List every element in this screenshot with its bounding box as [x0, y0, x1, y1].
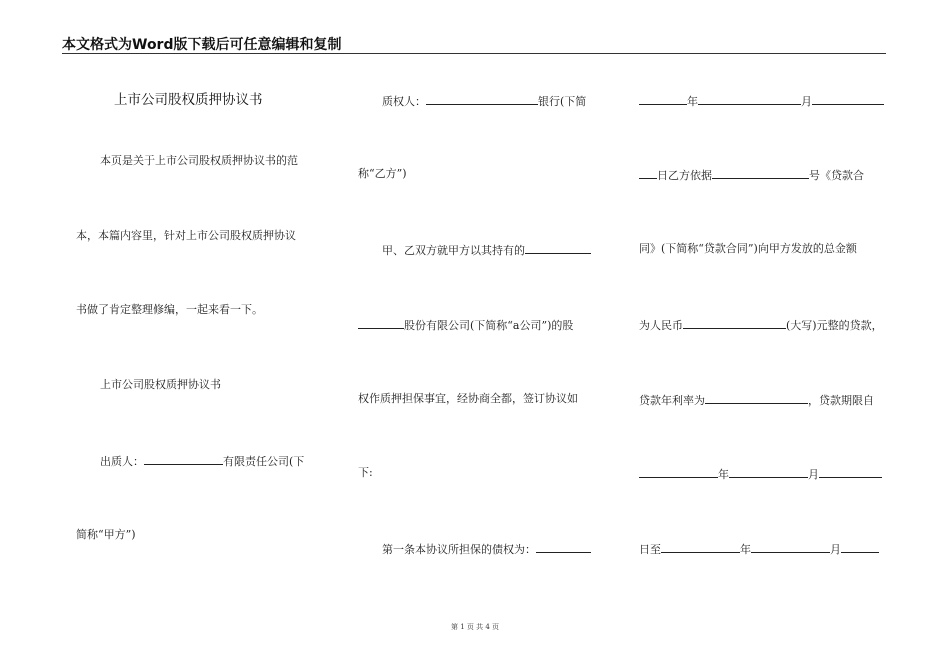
- pledgor-label: 出质人：: [100, 455, 144, 468]
- para-line-3: 权作质押担保事宜，经协商全都，签订协议如: [358, 392, 578, 405]
- day-blank-1: [812, 93, 884, 105]
- month-label-7: 月: [830, 543, 841, 556]
- pledgor-alias: 简称“甲方”): [76, 528, 136, 541]
- interest-suffix: ，贷款期限自: [808, 394, 874, 407]
- column-left: [76, 0, 326, 640]
- intro-line-3: 书做了肯定整理修编，一起来看一下。: [76, 303, 263, 316]
- month-blank-7: [751, 541, 830, 553]
- para-line-4: 下:: [358, 466, 373, 479]
- article-1-line: [382, 541, 591, 557]
- shares-holder-blank: [525, 242, 591, 254]
- amount-suffix: (大写)元整的贷款，: [786, 319, 883, 332]
- right-line-5: [639, 392, 874, 408]
- pledgee-label: 质权人：: [382, 95, 426, 108]
- document-title: 上市公司股权质押协议书: [114, 92, 263, 108]
- year-blank-1: [639, 93, 687, 105]
- day-blank-7: [841, 541, 879, 553]
- month-blank-6: [729, 466, 808, 478]
- pledgor-suffix: 有限责任公司(下: [223, 455, 305, 468]
- right-line-1: [639, 93, 884, 109]
- month-blank-1: [698, 93, 801, 105]
- company-name-blank: [358, 317, 404, 329]
- pledgee-alias: 称“乙方”): [358, 167, 407, 180]
- day-label-2: 日乙方依据: [657, 169, 712, 182]
- column-right: [639, 0, 889, 640]
- pledgee-name-blank: [426, 93, 538, 105]
- column-middle: [358, 0, 608, 640]
- para-line-2-text: 股份有限公司(下简称“a公司”)的股: [404, 319, 574, 332]
- pledgor-line: [100, 453, 304, 469]
- year-label-1: 年: [687, 95, 698, 108]
- right-line-3: 同》(下简称“贷款合同”)向甲方发放的总金额: [639, 242, 857, 255]
- year-label-7: 年: [740, 543, 751, 556]
- year-blank-7: [661, 541, 740, 553]
- page-number: 第 1 页 共 4 页: [450, 623, 500, 631]
- para-line-2: [358, 317, 573, 333]
- month-label-6: 月: [808, 468, 819, 481]
- document-header: 本文格式为Word版下载后可任意编辑和复制: [62, 37, 342, 53]
- year-label-6: 年: [718, 468, 729, 481]
- para-line-1: [382, 242, 591, 258]
- article-1-text: 第一条本协议所担保的债权为：: [382, 543, 536, 556]
- day-to-label: 日至: [639, 543, 661, 556]
- secured-debt-blank: [536, 541, 591, 553]
- intro-line-1: 本页是关于上市公司股权质押协议书的范: [100, 154, 298, 167]
- pledgee-line: [382, 93, 586, 109]
- right-line-7: [639, 541, 879, 557]
- interest-blank: [705, 392, 808, 404]
- interest-label: 贷款年利率为: [639, 394, 705, 407]
- amount-label: 为人民币: [639, 319, 683, 332]
- contract-no-blank: [712, 167, 809, 179]
- pledgee-suffix: 银行(下简: [538, 95, 587, 108]
- intro-line-2: 本，本篇内容里，针对上市公司股权质押协议: [76, 229, 296, 242]
- amount-blank: [683, 317, 786, 329]
- right-line-6: [639, 466, 882, 482]
- subtitle: 上市公司股权质押协议书: [100, 378, 221, 391]
- right-line-4: [639, 317, 883, 333]
- right-line-2: [639, 167, 864, 183]
- pledgor-name-blank: [144, 453, 223, 465]
- year-blank-6: [639, 466, 718, 478]
- month-label-1: 月: [801, 95, 812, 108]
- para-line-1-text: 甲、乙双方就甲方以其持有的: [382, 244, 525, 257]
- contract-no-suffix: 号《贷款合: [809, 169, 864, 182]
- day-blank-6: [819, 466, 882, 478]
- day-blank-2: [639, 167, 657, 179]
